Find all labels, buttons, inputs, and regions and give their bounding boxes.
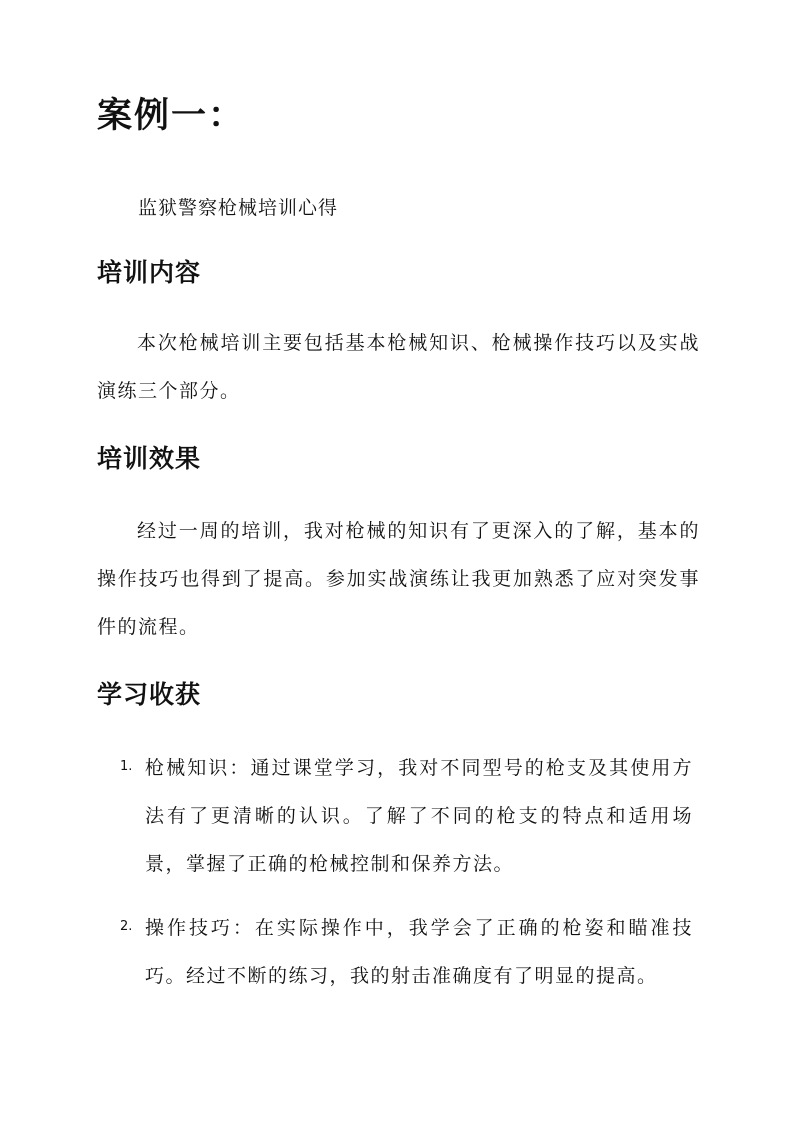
section-title-training-effect: 培训效果 bbox=[97, 444, 202, 473]
section-paragraph-training-effect: 经过一周的培训，我对枪械的知识有了更深入的了解，基本的操作技巧也得到了提高。参加实战演练让我更加熟悉了应对突发事件的流程。 bbox=[97, 520, 700, 638]
list-item-number: 1. bbox=[120, 759, 133, 774]
section-title-learning-gains: 学习收获 bbox=[97, 680, 202, 709]
list-item-text: 枪械知识：通过课堂学习，我对不同型号的枪支及其使用方法有了更清晰的认识。了解了不同的枪支的特点和适用场景，掌握了正确的枪械控制和保养方法。 bbox=[145, 757, 693, 875]
document-subtitle: 监狱警察枪械培训心得 bbox=[138, 197, 339, 219]
list-item-text: 操作技巧：在实际操作中，我学会了正确的枪姿和瞄准技巧。经过不断的练习，我的射击准确度有了明显的提高。 bbox=[145, 917, 693, 987]
section-title-training-content: 培训内容 bbox=[97, 258, 202, 287]
section-paragraph-training-content: 本次枪械培训主要包括基本枪械知识、枪械操作技巧以及实战演练三个部分。 bbox=[97, 332, 700, 402]
list-item-number: 2. bbox=[120, 919, 133, 934]
page-title: 案例一： bbox=[97, 96, 246, 136]
